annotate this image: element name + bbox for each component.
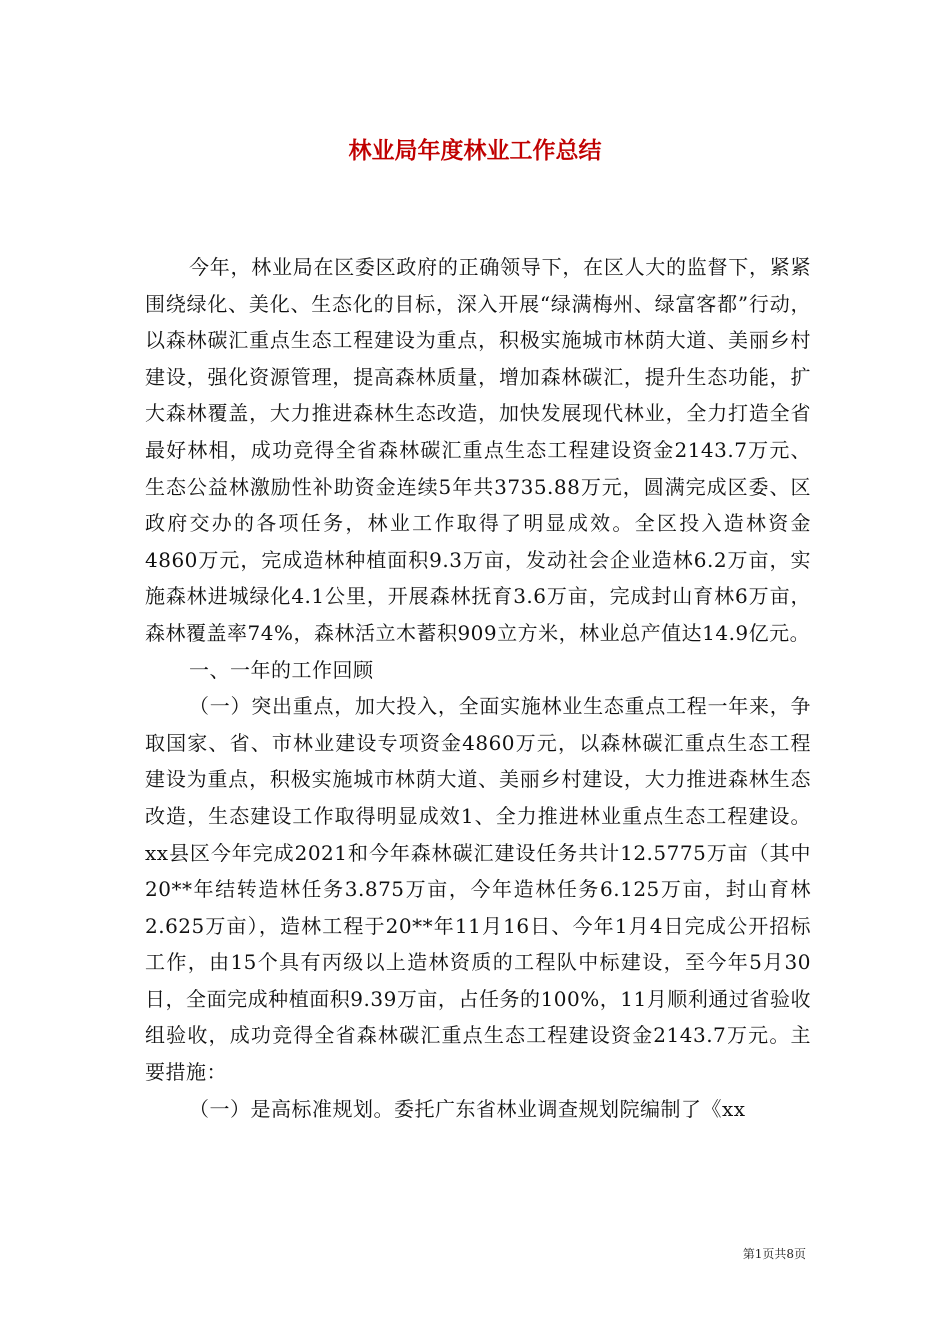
section-heading-review: 一、一年的工作回顾 xyxy=(189,657,374,682)
paragraph-intro: 今年，林业局在区委区政府的正确领导下，在区人大的监督下，紧紧围绕绿化、美化、生态化的目标，深入开展“绿满梅州、绿富客都”行动，以森林碳汇重点生态工程建设为重点，积极实施城市林荫大道、美丽乡村建设，强化资源管理，提高森林质量，增加森林碳汇，提升生态功能，扩大森林覆盖，大力推进森林生态改造，加快发展现代林业，全力打造全省最好林相，成功竞得全省森林碳汇重点生态工程建设资金2143.7万元、生态公益林激励性补助资金连续5年共3735.88万元，圆满完成区委、区政府交办的各项任务，林业工作取得了明显成效。全区投入造林资金4860万元，完成造林种植面积9.3万亩，发动社会企业造林6.2万亩，实施森林进城绿化4.1公里，开展森林抚育3.6万亩，完成封山育林6万亩，森林覆盖率74%，森林活立木蓄积909立方米，林业总产值达14.9亿元。 xyxy=(145,255,811,645)
page-number: 第1页共8页 xyxy=(742,1247,806,1261)
document-body xyxy=(145,249,811,1127)
page-title: 林业局年度林业工作总结 xyxy=(348,138,602,164)
paragraph-planning: （一）是高标准规划。委托广东省林业调查规划院编制了《xx xyxy=(189,1096,746,1121)
paragraph-key-projects: （一）突出重点，加大投入，全面实施林业生态重点工程一年来，争取国家、省、市林业建设专项资金4860万元，以森林碳汇重点生态工程建设为重点，积极实施城市林荫大道、美丽乡村建设，大力推进森林生态改造，生态建设工作取得明显成效1、全力推进林业重点生态工程建设。xx县区今年完成2021和今年森林碳汇建设任务共计12.5775万亩（其中20**年结转造林任务3.875万亩，今年造林任务6.125万亩，封山育林2.625万亩），造林工程于20**年11月16日、今年1月4日完成公开招标工作，由15个具有丙级以上造林资质的工程队中标建设，至今年5月30日，全面完成种植面积9.39万亩，占任务的100%，11月顺利通过省验收组验收，成功竞得全省森林碳汇重点生态工程建设资金2143.7万元。主要措施： xyxy=(145,694,811,1085)
